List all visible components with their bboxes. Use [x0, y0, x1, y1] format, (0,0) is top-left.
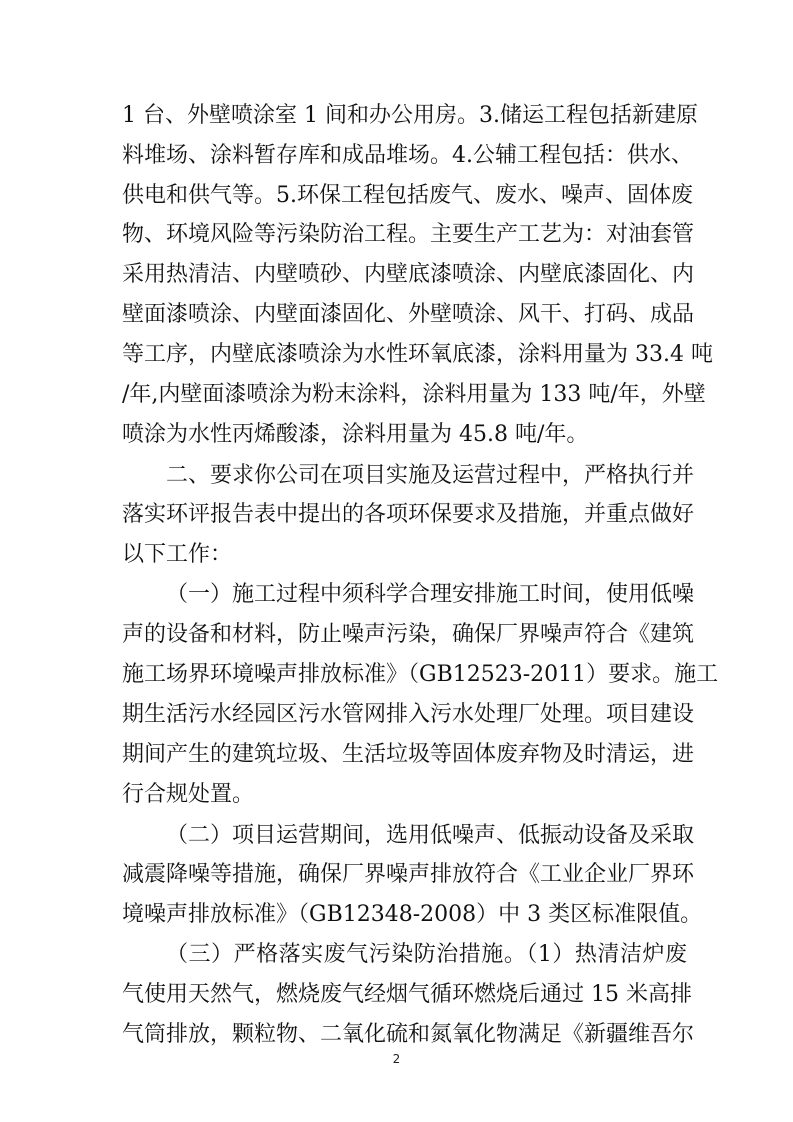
text-line: 期间产生的建筑垃圾、生活垃圾等固体废弃物及时清运，进: [122, 742, 695, 767]
text-line: 境噪声排放标准》（GB12348-2008）中 3 类区标准限值。: [122, 902, 703, 927]
text-line: 壁面漆喷涂、内壁面漆固化、外壁喷涂、风干、打码、成品: [122, 302, 695, 327]
text-line: 供电和供气等。5.环保工程包括废气、废水、噪声、固体废: [122, 183, 693, 208]
page-number: 2: [392, 1052, 401, 1066]
text-line: 落实环评报告表中提出的各项环保要求及措施，并重点做好: [122, 502, 695, 527]
text-line: 料堆场、涂料暂存库和成品堆场。4.公辅工程包括：供水、: [122, 143, 693, 168]
paragraph-start-line: （一）施工过程中须科学合理安排施工时间，使用低噪: [166, 582, 695, 607]
text-line: 气使用天然气，燃烧废气经烟气循环燃烧后通过 15 米高排: [122, 982, 692, 1007]
text-line: 减震降噪等措施，确保厂界噪声排放符合《工业企业厂界环: [122, 862, 695, 887]
text-line: 气筒排放，颗粒物、二氧化硫和氮氧化物满足《新疆维吾尔: [122, 1022, 695, 1047]
text-line: /年,内壁面漆喷涂为粉末涂料，涂料用量为 133 吨/年，外壁: [122, 382, 706, 407]
text-line: 1 台、外壁喷涂室 1 间和办公用房。3.储运工程包括新建原: [122, 103, 698, 128]
paragraph-start-line: （二）项目运营期间，选用低噪声、低振动设备及采取: [166, 823, 695, 848]
text-line: 喷涂为水性丙烯酸漆，涂料用量为 45.8 吨/年。: [122, 422, 589, 447]
text-line: 采用热清洁、内壁喷砂、内壁底漆喷涂、内壁底漆固化、内: [122, 262, 695, 287]
text-line: 期生活污水经园区污水管网排入污水处理厂处理。项目建设: [122, 702, 695, 727]
text-line: 以下工作：: [122, 542, 233, 567]
paragraph-start-line: 二、要求你公司在项目实施及运营过程中，严格执行并: [166, 463, 695, 488]
text-line: 等工序，内壁底漆喷涂为水性环氧底漆，涂料用量为 33.4 吨: [122, 342, 713, 367]
paragraph-start-line: （三）严格落实废气污染防治措施。（1）热清洁炉废: [166, 942, 687, 967]
text-line: 施工场界环境噪声排放标准》（GB12523-2011）要求。施工: [122, 662, 719, 687]
text-line: 声的设备和材料，防止噪声污染，确保厂界噪声符合《建筑: [122, 622, 695, 647]
text-line: 行合规处置。: [122, 782, 255, 807]
text-line: 物、环境风险等污染防治工程。主要生产工艺为：对油套管: [122, 222, 695, 247]
